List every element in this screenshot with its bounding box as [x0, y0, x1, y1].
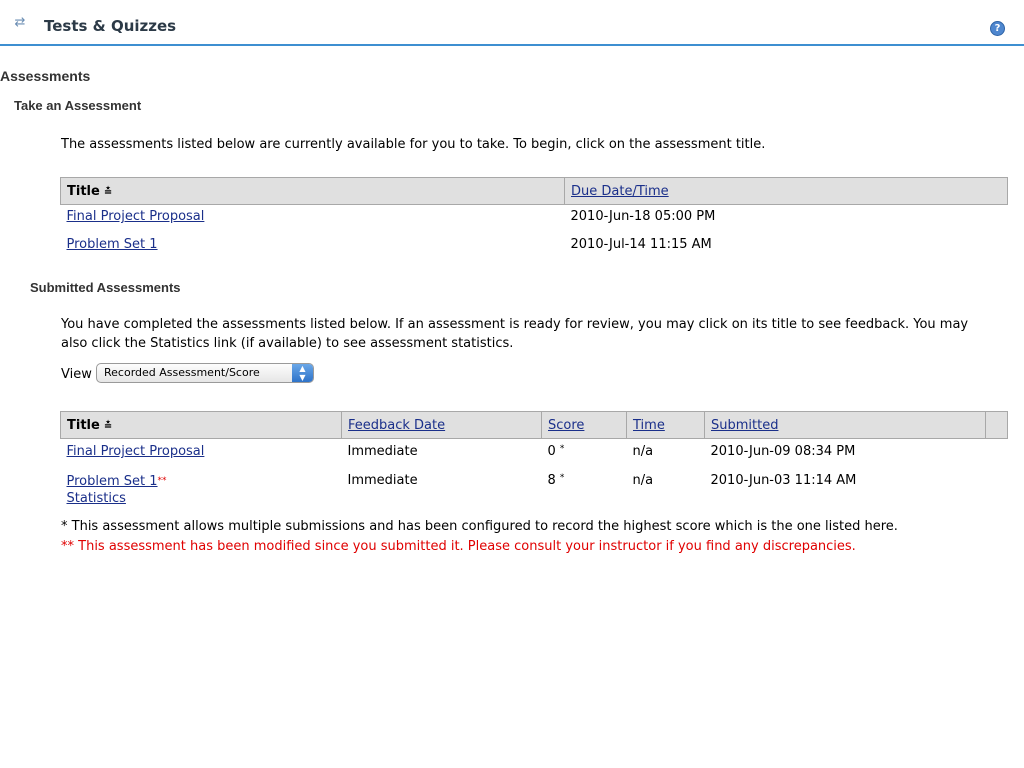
submitted-assessments-table	[60, 411, 1008, 507]
take-assessment-heading: Take an Assessment	[14, 98, 142, 113]
score: 8 *	[547, 473, 565, 488]
statistics-link[interactable]: Statistics	[66, 491, 126, 506]
take-instructions: The assessments listed below are currently available for you to take. To begin, click on the assessment title.	[61, 137, 766, 152]
submitted-date: 2010-Jun-09 08:34 PM	[710, 444, 856, 459]
feedback-date: Immediate	[347, 444, 418, 459]
feedback-date: Immediate	[347, 473, 418, 488]
assessment-title-link[interactable]: Problem Set 1	[66, 474, 158, 489]
modified-assessment-note: ** This assessment has been modified since you submitted it. Please consult your instructor if you find any discrepancies.	[61, 539, 856, 554]
submitted-instructions: You have completed the assessments listed below. If an assessment is ready for review, you may click on its title to see feedback. You may also click the Statistics link (if available) to see assessment statistics.	[61, 317, 969, 351]
modified-marker: **	[157, 476, 167, 486]
view-select-value: Recorded Assessment/Score	[104, 366, 260, 379]
due-date: 2010-Jul-14 11:15 AM	[570, 237, 712, 252]
column-header-title[interactable]: Title ≛	[61, 412, 342, 439]
column-header-title[interactable]: Title ≛	[61, 178, 565, 205]
time: n/a	[632, 473, 654, 488]
time: n/a	[632, 444, 654, 459]
help-icon[interactable]: ?	[990, 21, 1005, 36]
sort-ascending-icon[interactable]: ≛	[103, 186, 113, 198]
view-label: View	[61, 367, 92, 382]
assessment-title-link[interactable]: Final Project Proposal	[66, 209, 205, 224]
submitted-date: 2010-Jun-03 11:14 AM	[710, 473, 857, 488]
tool-title-bar	[0, 0, 1024, 46]
column-header-submitted[interactable]: Submitted	[705, 412, 986, 439]
assessment-title-link[interactable]: Problem Set 1	[66, 237, 158, 252]
select-arrows-icon: ▲ ▼	[292, 364, 313, 382]
due-date: 2010-Jun-18 05:00 PM	[570, 209, 716, 224]
refresh-arrows-icon[interactable]: ⇄	[14, 15, 26, 30]
column-header-feedback[interactable]: Feedback Date	[342, 412, 542, 439]
tool-title: Tests & Quizzes	[44, 17, 177, 35]
column-header-spacer	[986, 412, 1008, 439]
column-header-time[interactable]: Time	[627, 412, 705, 439]
assessment-title-link[interactable]: Final Project Proposal	[66, 444, 205, 459]
view-select[interactable]	[96, 363, 314, 383]
table-row	[61, 205, 1008, 234]
score: 0 *	[547, 444, 565, 459]
page-title: Assessments	[0, 68, 91, 84]
table-row	[61, 469, 1008, 507]
submitted-assessments-heading: Submitted Assessments	[30, 280, 181, 295]
column-header-score[interactable]: Score	[542, 412, 627, 439]
available-assessments-table	[60, 177, 1008, 261]
multiple-submissions-note: * This assessment allows multiple submissions and has been configured to record the highest score which is the one listed here.	[61, 519, 898, 534]
table-row	[61, 439, 1008, 470]
sort-ascending-icon[interactable]: ≛	[103, 420, 113, 432]
table-row	[61, 233, 1008, 261]
column-header-due[interactable]: Due Date/Time	[565, 178, 1008, 205]
